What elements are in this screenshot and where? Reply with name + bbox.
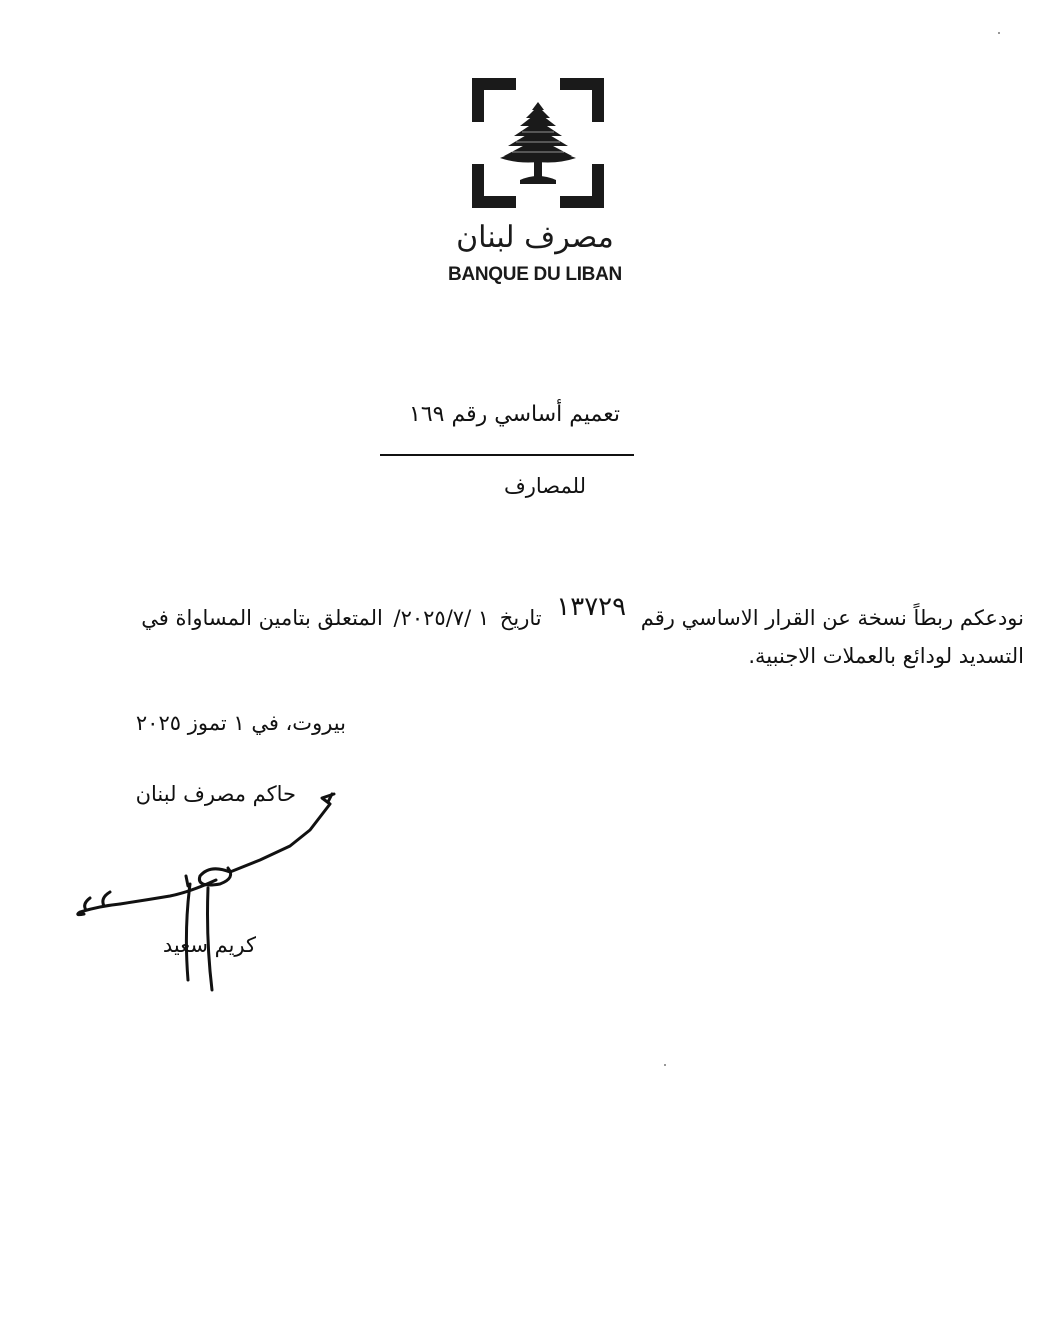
- addressee: للمصارف: [503, 474, 586, 498]
- body-line-1: [40, 592, 1024, 637]
- circular-title: تعميم أساسي رقم ١٦٩: [409, 402, 620, 427]
- scan-speck: [998, 32, 1000, 34]
- body-text-segment: المتعلق بتامين المساواة في: [141, 606, 383, 630]
- bank-name-english: BANQUE DU LIBAN: [448, 264, 622, 285]
- body-text-segment: تاريخ: [499, 606, 542, 630]
- governor-title: حاكم مصرف لبنان: [135, 782, 296, 806]
- governor-name: كريم سعيد: [162, 933, 256, 957]
- decision-number: ١٣٧٢٩: [556, 592, 627, 622]
- scan-speck: [664, 1064, 666, 1066]
- body-text-segment: نودعكم ربطاً نسخة عن القرار الاساسي رقم: [640, 606, 1024, 630]
- place-and-date: بيروت، في ١ تموز ٢٠٢٥: [135, 711, 346, 735]
- bank-name-arabic: مصرف لبنان: [456, 220, 614, 255]
- handwritten-signature-icon: [60, 780, 350, 1000]
- decision-date: ١ /٢٠٢٥/٧/: [393, 606, 490, 630]
- cedar-tree-emblem-icon: [470, 76, 606, 210]
- body-paragraph: [40, 592, 1024, 675]
- body-line-2: التسديد لودائع بالعملات الاجنبية.: [748, 644, 1024, 668]
- title-divider: [380, 454, 634, 456]
